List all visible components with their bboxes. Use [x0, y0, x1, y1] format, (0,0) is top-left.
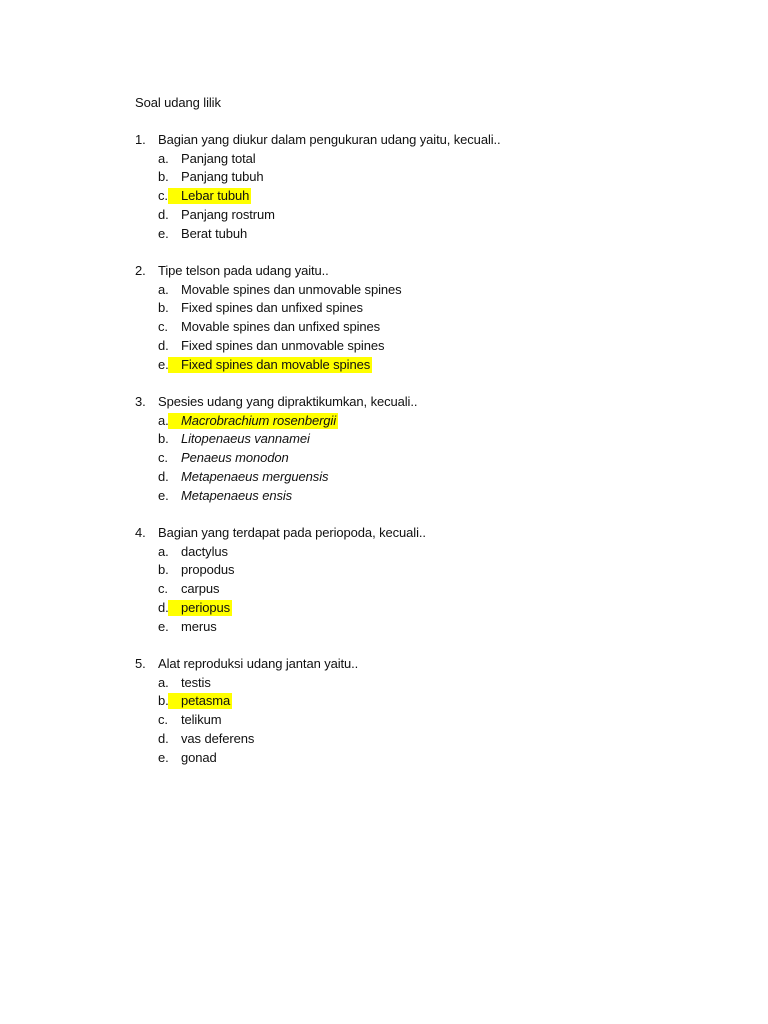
question-number: 5.	[135, 656, 146, 671]
option-letter: b.	[158, 693, 169, 709]
question-line	[135, 393, 695, 412]
option-letter: a.	[158, 412, 169, 428]
option-letter: c.	[158, 319, 168, 335]
option-letter: e.	[158, 487, 169, 503]
answer-option	[135, 206, 695, 225]
option-text: merus	[181, 618, 217, 634]
option-text: Berat tubuh	[181, 225, 248, 241]
answer-option	[135, 150, 695, 169]
option-letter: c.	[158, 450, 168, 466]
option-text: testis	[181, 674, 211, 690]
question-text: Alat reproduksi udang jantan yaitu..	[158, 656, 359, 671]
option-text: Metapenaeus merguensis	[181, 468, 329, 484]
question-line	[135, 655, 695, 674]
option-letter: b.	[158, 169, 169, 185]
option-text: gonad	[181, 749, 217, 765]
answer-option	[135, 318, 695, 337]
option-letter: e.	[158, 225, 169, 241]
answer-option	[135, 168, 695, 187]
answer-option	[135, 711, 695, 730]
answer-option	[135, 543, 695, 562]
option-letter: d.	[158, 468, 169, 484]
answer-option	[135, 599, 695, 618]
option-letter: d.	[158, 730, 169, 746]
question-text: Tipe telson pada udang yaitu..	[158, 263, 329, 278]
question-number: 2.	[135, 263, 146, 278]
answer-option	[135, 449, 695, 468]
question-5	[135, 655, 695, 767]
answer-option	[135, 580, 695, 599]
option-letter: b.	[158, 431, 169, 447]
option-text: Lebar tubuh	[181, 188, 250, 204]
option-list	[135, 543, 695, 637]
question-2	[135, 262, 695, 374]
question-line	[135, 524, 695, 543]
answer-option	[135, 468, 695, 487]
option-letter: e.	[158, 356, 169, 372]
option-letter: a.	[158, 674, 169, 690]
option-text: Fixed spines dan unmovable spines	[181, 337, 385, 353]
option-letter: a.	[158, 543, 169, 559]
answer-option	[135, 281, 695, 300]
option-list	[135, 412, 695, 506]
answer-option	[135, 674, 695, 693]
answer-option	[135, 412, 695, 431]
answer-option	[135, 618, 695, 637]
option-letter: e.	[158, 618, 169, 634]
option-text: Macrobrachium rosenbergii	[181, 412, 337, 428]
answer-option	[135, 225, 695, 244]
option-text: Panjang total	[181, 150, 256, 166]
option-list	[135, 150, 695, 244]
answer-option	[135, 730, 695, 749]
option-text: propodus	[181, 562, 235, 578]
option-letter: b.	[158, 300, 169, 316]
option-letter: d.	[158, 337, 169, 353]
option-text: Panjang rostrum	[181, 206, 275, 222]
option-list	[135, 674, 695, 768]
question-3	[135, 393, 695, 505]
option-text: Litopenaeus vannamei	[181, 431, 310, 447]
option-text: dactylus	[181, 543, 228, 559]
option-letter: a.	[158, 281, 169, 297]
option-text: Movable spines dan unmovable spines	[181, 281, 402, 297]
option-text: carpus	[181, 581, 220, 597]
answer-option	[135, 487, 695, 506]
question-number: 1.	[135, 132, 146, 147]
option-letter: c.	[158, 712, 168, 728]
question-number: 4.	[135, 525, 146, 540]
answer-option	[135, 356, 695, 375]
option-text: Fixed spines dan unfixed spines	[181, 300, 363, 316]
question-line	[135, 262, 695, 281]
option-letter: e.	[158, 749, 169, 765]
answer-option	[135, 430, 695, 449]
document-title: Soal udang lilik	[135, 95, 221, 110]
question-text: Bagian yang terdapat pada periopoda, kecuali..	[158, 525, 426, 540]
answer-option	[135, 187, 695, 206]
option-text: vas deferens	[181, 730, 255, 746]
option-text: periopus	[181, 599, 231, 615]
option-letter: d.	[158, 599, 169, 615]
option-letter: d.	[158, 206, 169, 222]
option-text: Panjang tubuh	[181, 169, 264, 185]
answer-option	[135, 561, 695, 580]
question-text: Spesies udang yang dipraktikumkan, kecuali..	[158, 394, 418, 409]
option-text: petasma	[181, 693, 231, 709]
option-letter: b.	[158, 562, 169, 578]
option-list	[135, 281, 695, 375]
answer-option	[135, 692, 695, 711]
option-letter: c.	[158, 188, 168, 204]
answer-option	[135, 299, 695, 318]
question-4	[135, 524, 695, 636]
option-text: Penaeus monodon	[181, 450, 289, 466]
question-text: Bagian yang diukur dalam pengukuran udang yaitu, kecuali..	[158, 132, 501, 147]
answer-option	[135, 337, 695, 356]
answer-option	[135, 749, 695, 768]
question-1	[135, 131, 695, 243]
option-letter: a.	[158, 150, 169, 166]
question-number: 3.	[135, 394, 146, 409]
option-text: Movable spines dan unfixed spines	[181, 319, 381, 335]
question-line	[135, 131, 695, 150]
option-letter: c.	[158, 581, 168, 597]
option-text: Metapenaeus ensis	[181, 487, 293, 503]
option-text: Fixed spines dan movable spines	[181, 356, 371, 372]
option-text: telikum	[181, 712, 222, 728]
